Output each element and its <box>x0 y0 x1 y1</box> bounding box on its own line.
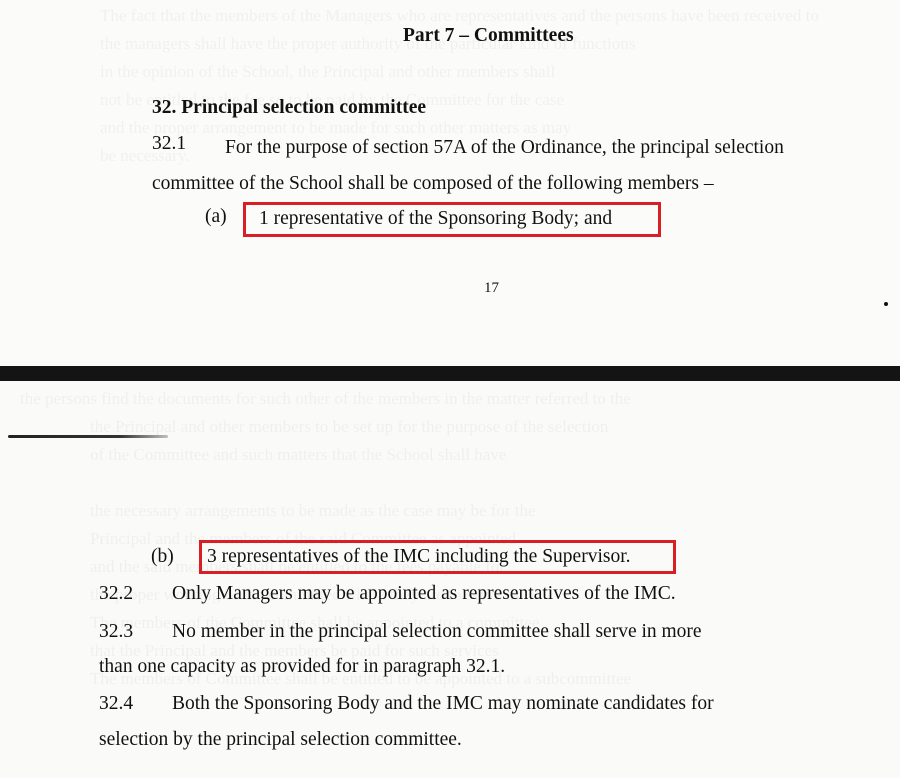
clause-32-3-line-2: than one capacity as provided for in paragraph 32.1. <box>99 656 506 677</box>
item-b-label: (b) <box>151 546 174 567</box>
item-a-label: (a) <box>205 206 227 227</box>
bleed-through-text <box>0 385 900 693</box>
part-heading: Part 7 – Committees <box>403 25 574 46</box>
clause-32-4-line-2: selection by the principal selection committee. <box>99 729 462 750</box>
clause-32-1-line-2: committee of the School shall be composed of the following members – <box>152 173 714 194</box>
scan-speck <box>884 302 888 306</box>
clause-32-2-number: 32.2 <box>99 583 134 604</box>
clause-32-3-number: 32.3 <box>99 621 134 642</box>
page-number: 17 <box>484 280 499 296</box>
top-page-scan <box>0 0 900 366</box>
item-b-text: 3 representatives of the IMC including the Supervisor. <box>207 546 631 567</box>
section-heading: 32. Principal selection committee <box>152 97 426 118</box>
clause-32-3-line-1: No member in the principal selection committee shall serve in more <box>172 621 702 642</box>
clause-32-4-number: 32.4 <box>99 693 134 714</box>
clause-32-2-text: Only Managers may be appointed as representatives of the IMC. <box>172 583 676 604</box>
clause-32-1-line-1: For the purpose of section 57A of the Ordinance, the principal selection <box>225 137 784 158</box>
item-a-text: 1 representative of the Sponsoring Body; and <box>259 208 613 229</box>
page-separator-bar <box>0 366 900 381</box>
clause-32-1-number: 32.1 <box>152 133 187 154</box>
horizontal-rule <box>8 435 168 438</box>
bottom-page-scan <box>0 381 900 778</box>
clause-32-4-line-1: Both the Sponsoring Body and the IMC may nominate candidates for <box>172 693 714 714</box>
